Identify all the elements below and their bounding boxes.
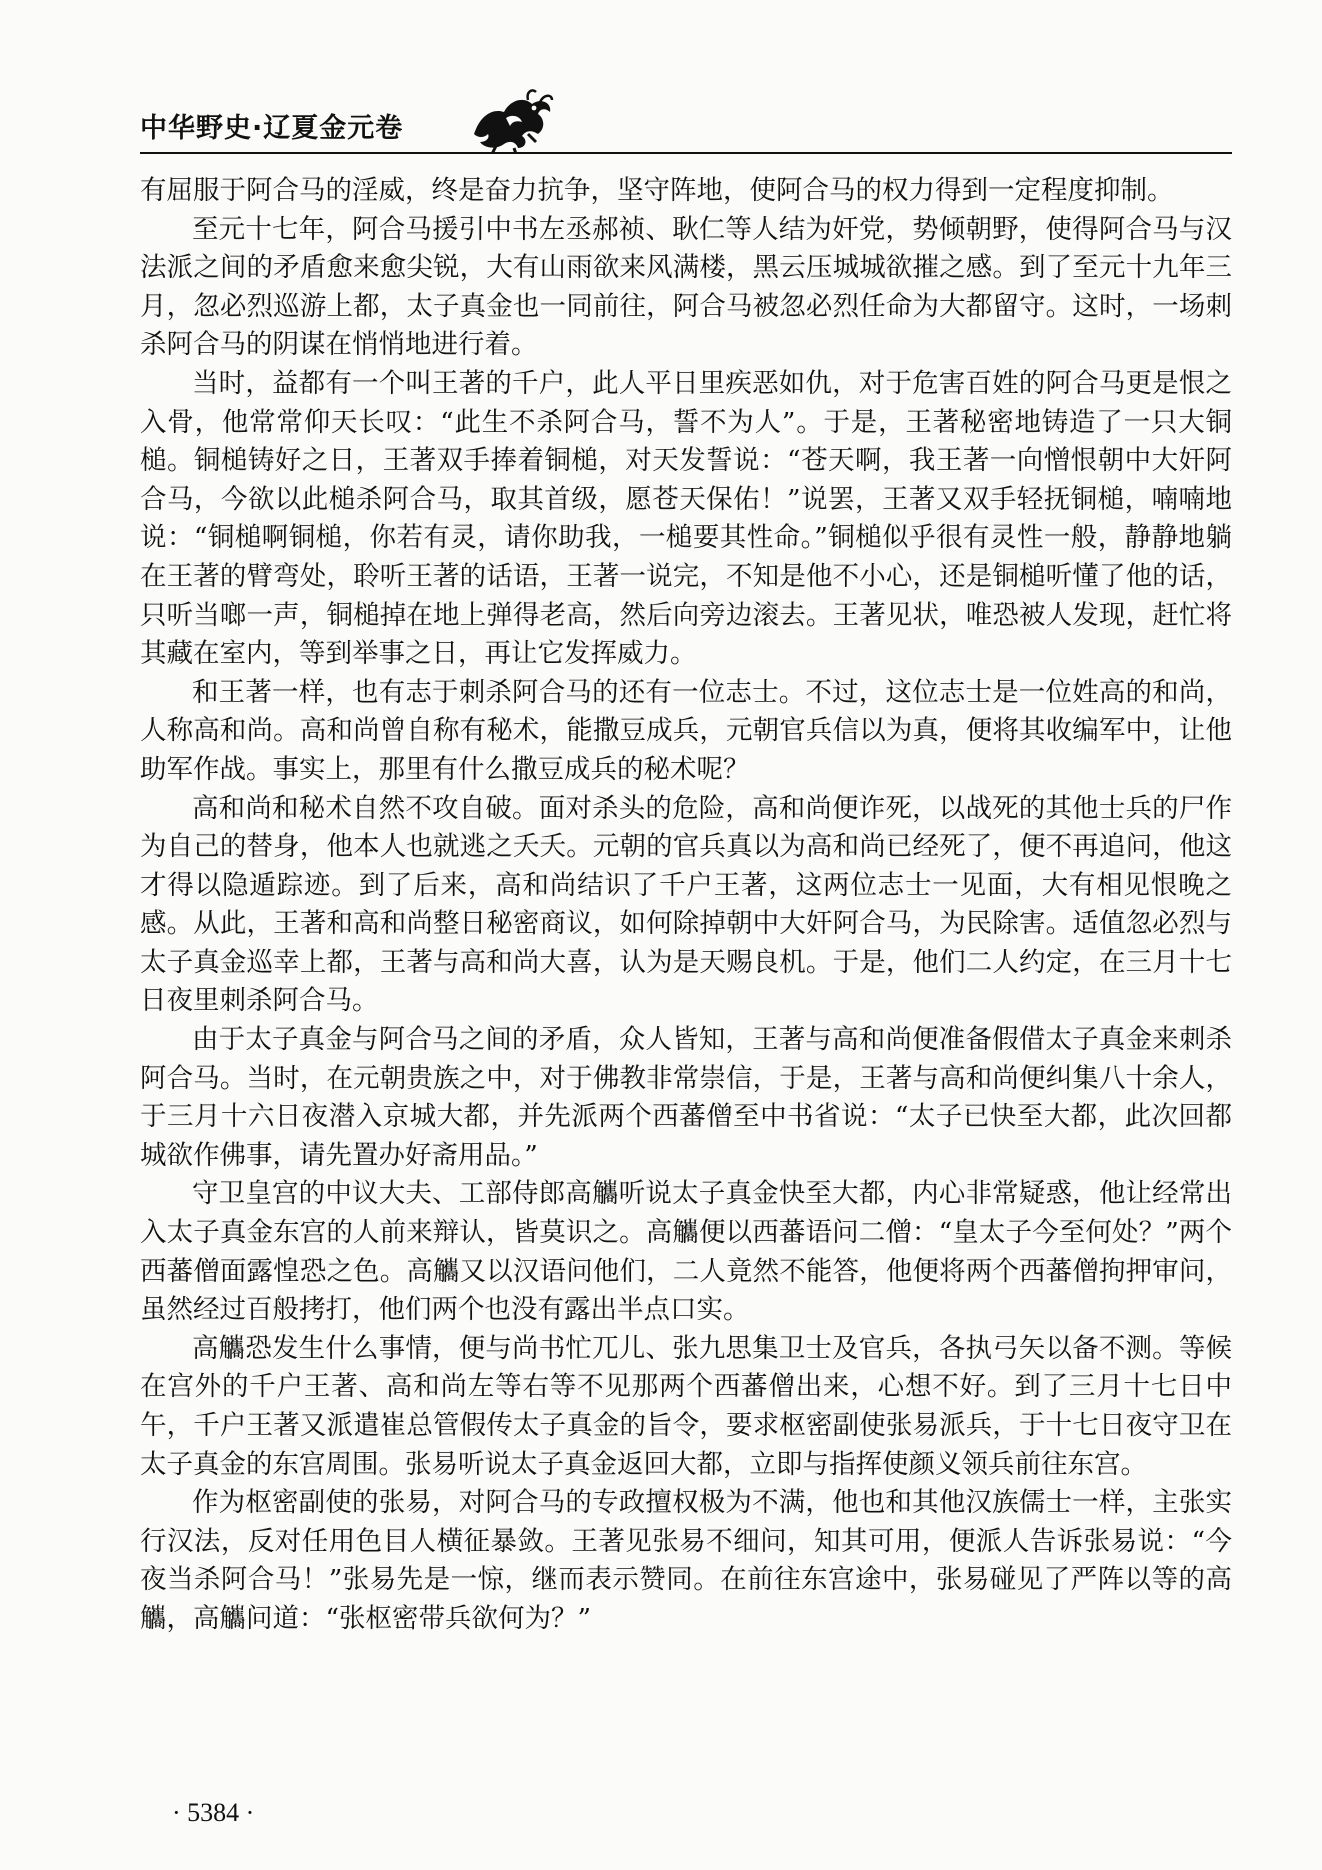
header-rule	[140, 152, 1232, 154]
body-text	[140, 172, 1232, 1639]
paragraph: 和王著一样，也有志于刺杀阿合马的还有一位志士。不过，这位志士是一位姓高的和尚，人称高和尚。高和尚曾自称有秘术，能撒豆成兵，元朝官兵信以为真，便将其收编军中，让他助军作战。事实上，那里有什么撒豆成兵的秘术呢？	[140, 676, 1232, 785]
book-title: 中华野史·辽夏金元卷	[140, 113, 404, 144]
paragraph: 当时，益都有一个叫王著的千户，此人平日里疾恶如仇，对于危害百姓的阿合马更是恨之入骨，他常常仰天长叹：“此生不杀阿合马，誓不为人”。于是，王著秘密地铸造了一只大铜槌。铜槌铸好之日，王著双手捧着铜槌，对天发誓说：“苍天啊，我王著一向憎恨朝中大奸阿合马，今欲以此槌杀阿合马，取其首级，愿苍天保佑！”说罢，王著又双手轻抚铜槌，喃喃地说：“铜槌啊铜槌，你若有灵，请你助我，一槌要其性命。”铜槌似乎很有灵性一般，静静地躺在王著的臂弯处，聆听王著的话语，王著一说完，不知是他不小心，还是铜槌听懂了他的话，只听当啷一声，铜槌掉在地上弹得老高，然后向旁边滚去。王著见状，唯恐被人发现，赶忙将其藏在室内，等到举事之日，再让它发挥威力。	[140, 367, 1232, 670]
running-header	[140, 100, 1240, 160]
paragraph: 至元十七年，阿合马援引中书左丞郝祯、耿仁等人结为奸党，势倾朝野，使得阿合马与汉法派之间的矛盾愈来愈尖锐，大有山雨欲来风满楼，黑云压城城欲摧之感。到了至元十九年三月，忽必烈巡游上都，太子真金也一同前往，阿合马被忽必烈任命为大都留守。这时，一场刺杀阿合马的阴谋在悄悄地进行着。	[140, 213, 1232, 361]
paragraph: 作为枢密副使的张易，对阿合马的专政擅权极为不满，他也和其他汉族儒士一样，主张实行汉法，反对任用色目人横征暴敛。王著见张易不细问，知其可用，便派人告诉张易说：“今夜当杀阿合马！”张易先是一惊，继而表示赞同。在前往东宫途中，张易碰见了严阵以等的高觿，高觿问道：“张枢密带兵欲何为？”	[140, 1487, 1232, 1634]
paragraph: 有屈服于阿合马的淫威，终是奋力抗争，坚守阵地，使阿合马的权力得到一定程度抑制。	[140, 175, 1174, 206]
paragraph: 由于太子真金与阿合马之间的矛盾，众人皆知，王著与高和尚便准备假借太子真金来刺杀阿合马。当时，在元朝贵族之中，对于佛教非常崇信，于是，王著与高和尚便纠集八十余人，于三月十六日夜潜入京城大都，并先派两个西蕃僧至中书省说：“太子已快至大都，此次回都城欲作佛事，请先置办好斋用品。”	[140, 1024, 1232, 1171]
paragraph: 高和尚和秘术自然不攻自破。面对杀头的危险，高和尚便诈死，以战死的其他士兵的尸作为自己的替身，他本人也就逃之夭夭。元朝的官兵真以为高和尚已经死了，便不再追问，他这才得以隐遁踪迹。到了后来，高和尚结识了千户王著，这两位志士一见面，大有相见恨晚之感。从此，王著和高和尚整日秘密商议，如何除掉朝中大奸阿合马，为民除害。适值忽必烈与太子真金巡幸上都，王著与高和尚大喜，认为是天赐良机。于是，他们二人约定，在三月十七日夜里刺杀阿合马。	[140, 792, 1232, 1017]
paragraph: 高觿恐发生什么事情，便与尚书忙兀儿、张九思集卫士及官兵，各执弓矢以备不测。等候在宫外的千户王著、高和尚左等右等不见那两个西蕃僧出来，心想不好。到了三月十七日中午，千户王著又派遣崔总管假传太子真金的旨令，要求枢密副使张易派兵，于十七日夜守卫在太子真金的东宫周围。张易听说太子真金返回大都，立即与指挥使颜义领兵前往东宫。	[140, 1332, 1232, 1480]
dragon-icon	[466, 88, 558, 154]
paragraph: 守卫皇宫的中议大夫、工部侍郎高觿听说太子真金快至大都，内心非常疑惑，他让经常出入太子真金东宫的人前来辩认，皆莫识之。高觿便以西蕃语问二僧：“皇太子今至何处？”两个西蕃僧面露惶恐之色。高觿又以汉语问他们，二人竟然不能答，他便将两个西蕃僧拘押审问，虽然经过百般拷打，他们两个也没有露出半点口实。	[140, 1178, 1232, 1326]
page-number: · 5384 ·	[172, 1798, 255, 1827]
